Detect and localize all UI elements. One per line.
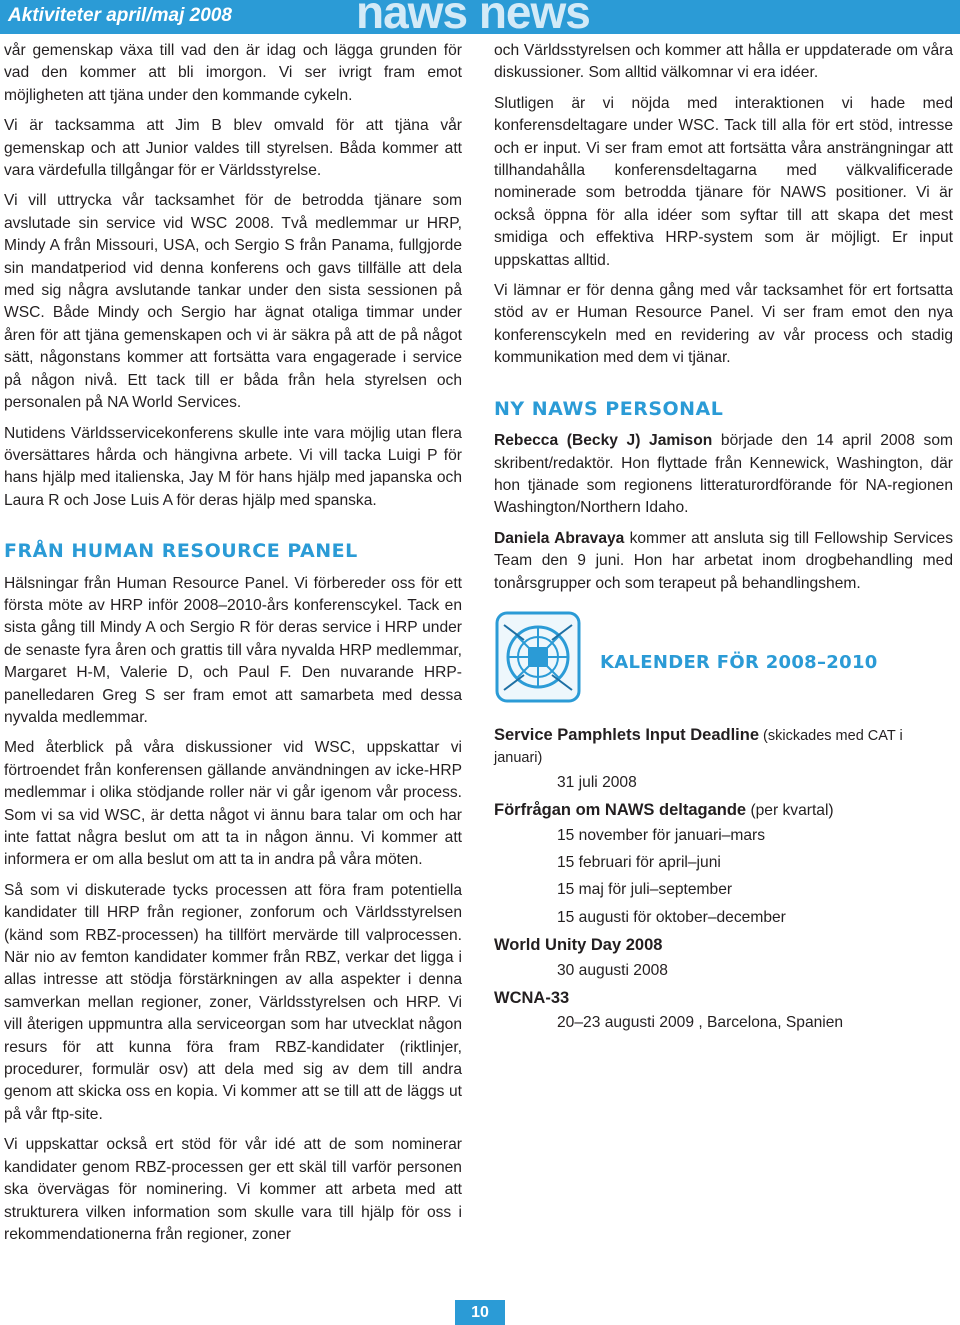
staff-name: Rebecca (Becky J) Jamison — [494, 432, 713, 450]
paragraph: Så som vi diskuterade tycks processen att föra fram potentiella kandidater till HRP från regioner, zonforum och Världsstyrelsen (känd som RBZ-processen) ha tillfört mervärde till valprocessen. När nio av femton kandidater kommer från RBZ, verkar det ligga i allas intresse att stödja förstärkningen av alla aspekter i denna samverkan mellan regioner, zoner, Världsstyrelsen och HRP. Vi vill återigen uppmuntra alla serviceorgan som har utvecklat någon resurs för att kunna föra fram RBZ-kandidater (riktlinjer, procedurer, formulär osv) att dela med sig av dem till andra genom att skicka oss en kopia. Vi kommer att se till att de läggs ut på vår ftp-site. — [4, 881, 462, 1123]
event-date: 20–23 augusti 2009 , Barcelona, Spanien — [557, 1014, 844, 1032]
staff-name: Daniela Abravaya — [494, 529, 625, 547]
event-date: 31 juli 2008 — [557, 773, 637, 791]
event-name: World Unity Day 2008 — [494, 936, 663, 955]
logo-text: naws news — [356, 0, 590, 36]
section-title: Aktiviteter april/maj 2008 — [8, 5, 232, 26]
calendar-emblem-icon — [494, 610, 582, 704]
paragraph: och Världsstyrelsen och kommer att hålla er uppdaterade om våra diskussioner. Som alltid välkomnar vi era idéer. — [494, 42, 953, 82]
paragraph: Vi uppskattar också ert stöd för vår idé att de som nominerar kandidater genom RBZ-processen ger ett skäl till varför personen ska övervägas för nominering. Vi kommer att arbeta med att strukturera vilken information som skulle vara till hjälp för oss i rekommendationerna från regioner, zoner — [4, 1136, 462, 1243]
naws-news-logo — [356, 0, 596, 36]
paragraph: Vi vill uttrycka vår tacksamhet för de betrodda tjänare som avslutade sin service vid WSC 2008. Två medlemmar ur HRP, Mindy A från Missouri, USA, och Sergio S från Panama, fullgjorde sin mandatperiod vid denna konferens och gavs tillfälle att dela med sig några avslutande tankar under den sista sessionen på WSC. Både Mindy och Sergio har ägnat otaliga timmar under åren för att tjäna gemenskapen och vi är säkra på att de på något sätt, någonstans kommer att fortsätta vara engagerade i service på någon nivå. Ett tack till er båda från hela styrelsen och personalen på NA World Services. — [4, 192, 462, 412]
event-date: 15 augusti för oktober–december — [557, 908, 786, 926]
event-name: WCNA-33 — [494, 989, 570, 1008]
paragraph: Nutidens Världsservicekonferens skulle inte vara möjlig utan flera översättares hårda och hängivna arbete. Vi vill tacka Luigi P för hans hjälp med italienska, Jay M för hans hjälp med japanska och Laura R och Jose Luis A för deras hjälp med spanska. — [4, 424, 462, 509]
event-date: 15 maj för juli–september — [557, 881, 733, 899]
right-column — [494, 40, 953, 603]
section-heading-hrp: FRÅN HUMAN RESOURCE PANEL — [4, 540, 358, 563]
paragraph: Med återblick på våra diskussioner vid WSC, uppskattar vi förtroendet från konferensen gällande användningen av icke-HRP medlemmar i olika stödjande roller när vi går igenom vår process. Som vi sa vid WSC, är detta något vi ännu bara talar om och har inte fattat några beslut om att ta in någon ännu. Vi kommer att informera er om alla beslut om att ta in andra på våra möten. — [4, 739, 462, 869]
section-heading-staff: NY NAWS PERSONAL — [494, 397, 724, 420]
paragraph: Vi lämnar er för denna gång med vår tacksamhet för ert fortsatta stöd av er Human Resource Panel. Vi ser fram emot den nya konferenscykeln med en revidering av vår process och stadig kommunikation med dem vi tjänar. — [494, 282, 953, 367]
paragraph: Slutligen är vi nöjda med interaktionen vi hade med konferensdeltagare under WSC. Tack till alla för ert stöd, intresse och er input. Vi ser fram emot att fortsätta våra ansträngningar att tillhandahålla konferensdeltagarna med välkvalificerade nominerade som betrodda tjänare för NAWS positioner. Vi är också öppna för alla idéer som syftar till att skapa det mest smidiga och effektiva HRP-system som är möjligt. Er input uppskattas alltid. — [494, 94, 953, 269]
paragraph: Hälsningar från Human Resource Panel. Vi förbereder oss för ett första möte av HRP inför 2008–2010-års konferenscykel. Tack en sista gång till Mindy A och Sergio R för deras service i HRP under de senaste fyra åren och grattis till våra nyvalda HRP medlemmar, Margaret H-M, Valerie D, och Paul F. Den nuvarande HRP-panelledaren Greg S ser fram emot att samarbeta med dessa nyvalda medlemmar. — [4, 574, 462, 726]
calendar-event — [494, 724, 953, 770]
staff-description: kommer att ansluta sig till Fellowship Services Team den 9 juni. Hon har arbetat inom drogbehandling med tonårsgrupper och som terapeut på behandlingshem. — [494, 529, 953, 592]
calendar-list — [494, 722, 953, 1040]
calendar-event — [494, 799, 953, 822]
staff-description: började den 14 april 2008 som skribent/redaktör. Hon flyttade från Kennewick, Washington, där hon tjänade som regionens litteraturordförande för NA-regionen Washington/Northern Idaho. — [494, 432, 953, 517]
calendar-title: KALENDER FÖR 2008–2010 — [600, 652, 878, 673]
paragraph — [494, 528, 953, 595]
event-date: 30 augusti 2008 — [557, 961, 668, 979]
event-date: 15 november för januari–mars — [557, 826, 766, 844]
calendar-event — [494, 934, 953, 957]
event-date: 15 februari för april–juni — [557, 854, 721, 872]
paragraph — [494, 430, 953, 520]
event-note: (per kvartal) — [746, 802, 834, 820]
event-note: (skickades med CAT i januari) — [494, 728, 903, 767]
left-column — [4, 40, 462, 1246]
event-name: Service Pamphlets Input Deadline — [494, 726, 759, 744]
page-number: 10 — [455, 1300, 505, 1325]
paragraph: Vi är tacksamma att Jim B blev omvald för att tjäna vår gemenskap och att Junior valdes till styrelsen. Båda kommer att vara värdefulla tillgångar för er Världsstyrelse. — [4, 117, 462, 180]
paragraph: vår gemenskap växa till vad den är idag och lägga grunden för vad den kommer att bli imorgon. Vi ser ivrigt fram emot möjligheten att tjäna under den kommande cykeln. — [4, 42, 462, 104]
event-name: Förfrågan om NAWS deltagande — [494, 801, 747, 820]
calendar-event — [494, 987, 953, 1010]
